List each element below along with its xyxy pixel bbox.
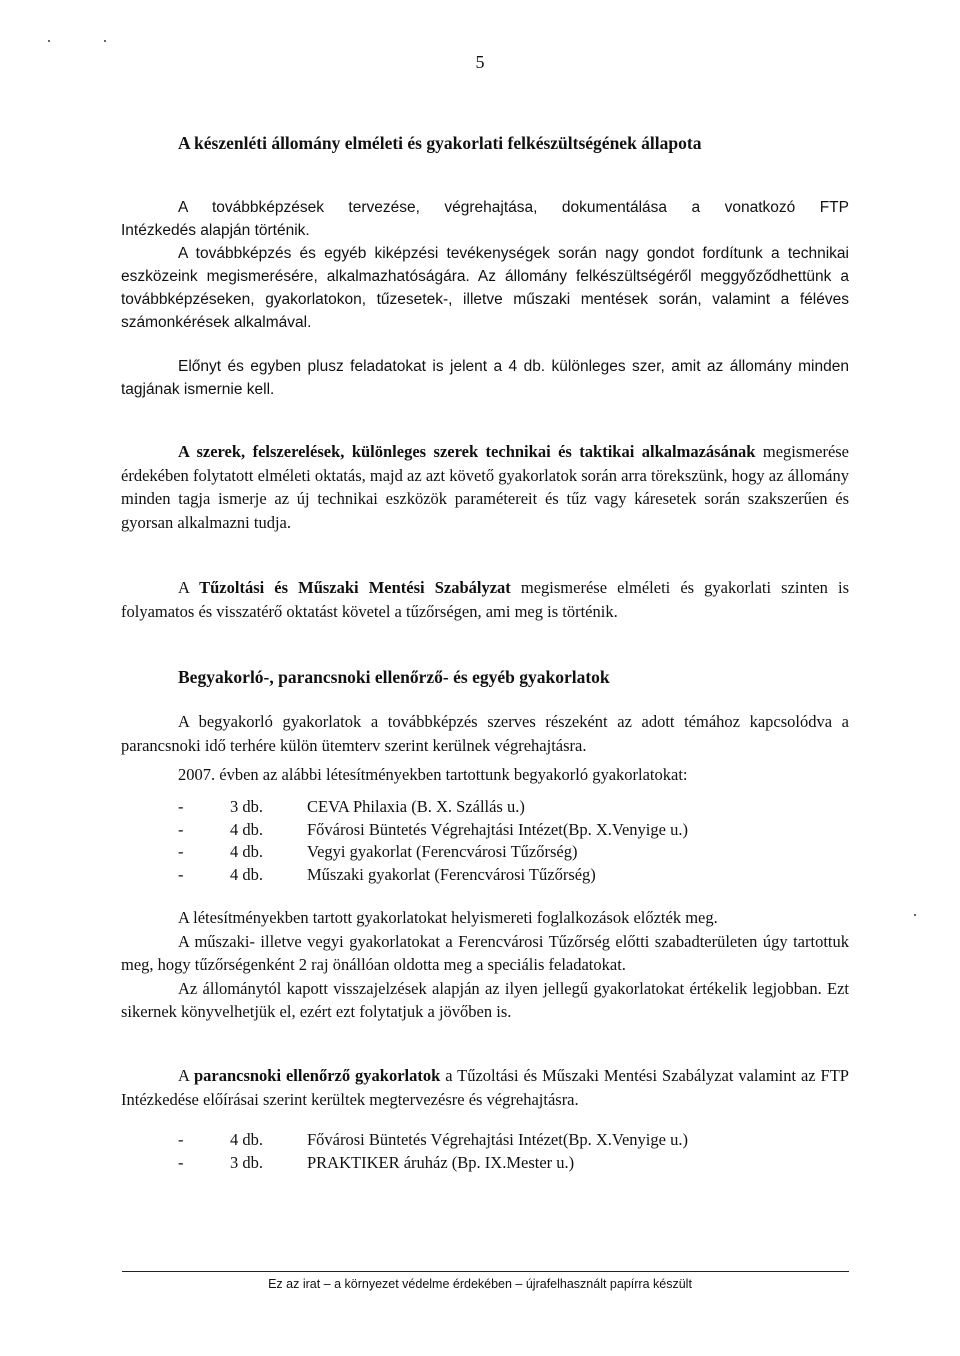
paragraph-text: megismerése érdekében folytatott elméleti oktatás, majd az azt követő gyakorlatok során arra törekszünk, hogy az állomány minden tagja ismerje az új technikai eszközök paramétereit és tűz vagy káresetek során szakszerűen és gyorsan alkalmazni tudja. <box>121 442 850 532</box>
list-quantity: 4 db. <box>230 842 263 861</box>
article: A <box>178 578 190 597</box>
footer-note: Ez az irat – a környezet védelme érdekében – újrafelhasznált papírra készült <box>268 1277 692 1291</box>
list-location: PRAKTIKER áruház (Bp. IX.Mester u.) <box>307 1152 575 1172</box>
list-quantity: 4 db. <box>230 1130 263 1149</box>
paragraph-line: Intézkedés alapján történik. <box>121 222 310 239</box>
paragraph-text: A létesítményekben tartott gyakorlatokat helyismereti foglalkozások előzték meg. <box>178 908 718 927</box>
article: A <box>178 1066 190 1085</box>
paragraph-regulation <box>121 576 849 623</box>
paragraph-special-vehicles <box>121 355 849 401</box>
paragraph-text: Előnyt és egyben plusz feladatokat is jelent a 4 db. különleges szer, amit az állomány minden tagjának ismernie kell. <box>121 358 849 398</box>
section-title-readiness: A készenléti állomány elméleti és gyakorlati felkészültségének állapota <box>178 133 702 153</box>
paragraph-2007 <box>121 763 849 787</box>
footer-divider <box>122 1271 849 1272</box>
list-location: Vegyi gyakorlat (Ferencvárosi Tűzőrség) <box>307 842 578 861</box>
list-quantity: 3 db. <box>230 797 263 816</box>
list-location: Fővárosi Büntetés Végrehajtási Intézet(Bp. X.Venyige u.) <box>307 819 688 839</box>
bold-lead: A szerek, felszerelések, különleges szerek technikai és taktikai alkalmazásának <box>178 442 756 461</box>
paragraph-text: a Tűzoltási és Műszaki Mentési Szabályzat valamint az FTP Intézkedése előírásai szerint kerültek megtervezésre és végrehajtásra. <box>121 1066 849 1109</box>
paragraph-drills <box>121 710 849 757</box>
paragraph-text: megismerése elméleti és gyakorlati szinten is folyamatos és visszatérő oktatást követel a tűzőrségen, ami meg is történik. <box>121 578 850 621</box>
list-quantity: 3 db. <box>230 1152 263 1172</box>
paragraph-text: A begyakorló gyakorlatok a továbbképzés szerves részeként az adott témához kapcsolódva a parancsnoki idő terhére külön ütemterv szerint kerülnek végrehajtásra. <box>121 712 849 755</box>
list-quantity: 4 db. <box>230 864 263 884</box>
list-location: CEVA Philaxia (B. X. Szállás u.) <box>307 797 525 816</box>
page-number: 5 <box>475 52 485 72</box>
list-dash: - <box>178 842 184 861</box>
list-dash: - <box>178 797 184 816</box>
paragraph-site-visits <box>121 906 849 1024</box>
paragraph-training-focus: A továbbképzés és egyéb kiképzési tevékenységek során nagy gondot fordítunk a technikai eszközeink megismerésére, alkalmazhatóságára. Az állomány felkészültségéről meggyőződhettünk a továbbképzéseken, gyakorlatokon, tűzesetek-, illetve műszaki mentések során, valamint a féléves számonkérések alkalmával. <box>121 245 849 331</box>
list-location: Fővárosi Büntetés Végrehajtási Intézet(Bp. X.Venyige u.) <box>307 1130 688 1149</box>
paragraph-line: A továbbképzések tervezése, végrehajtása, dokumentálása a vonatkozó FTP <box>178 199 849 216</box>
paragraph-text: A műszaki- illetve vegyi gyakorlatokat a Ferencvárosi Tűzőrség előtti szabadterületen úgy tartottuk meg, hogy tűzőrségenként 2 raj önállóan oldotta meg a speciális feladatokat. <box>121 931 849 974</box>
list-dash: - <box>178 864 184 884</box>
paragraph-equipment <box>121 440 849 534</box>
section-title-exercises: Begyakorló-, parancsnoki ellenőrző- és egyéb gyakorlatok <box>178 667 610 687</box>
scan-speck <box>48 40 50 42</box>
paragraph-command-exercises <box>121 1064 849 1111</box>
paragraph-training-plan <box>121 196 849 334</box>
bold-term: Tűzoltási és Műszaki Mentési Szabályzat <box>199 578 511 597</box>
list-dash: - <box>178 1152 184 1172</box>
scan-speck <box>104 40 106 42</box>
list-dash: - <box>178 819 184 839</box>
scan-speck <box>914 914 916 916</box>
paragraph-text: Az állománytól kapott visszajelzések alapján az ilyen jellegű gyakorlatokat értékelik legjobban. Ezt sikernek könyvelhetjük el, ezért ezt folytatjuk a jövőben is. <box>121 978 849 1021</box>
list-location: Műszaki gyakorlat (Ferencvárosi Tűzőrség) <box>307 864 596 884</box>
list-quantity: 4 db. <box>230 819 263 839</box>
paragraph-text: 2007. évben az alábbi létesítményekben tartottunk begyakorló gyakorlatokat: <box>178 765 688 784</box>
list-dash: - <box>178 1130 184 1149</box>
bold-term: parancsnoki ellenőrző gyakorlatok <box>193 1066 441 1085</box>
